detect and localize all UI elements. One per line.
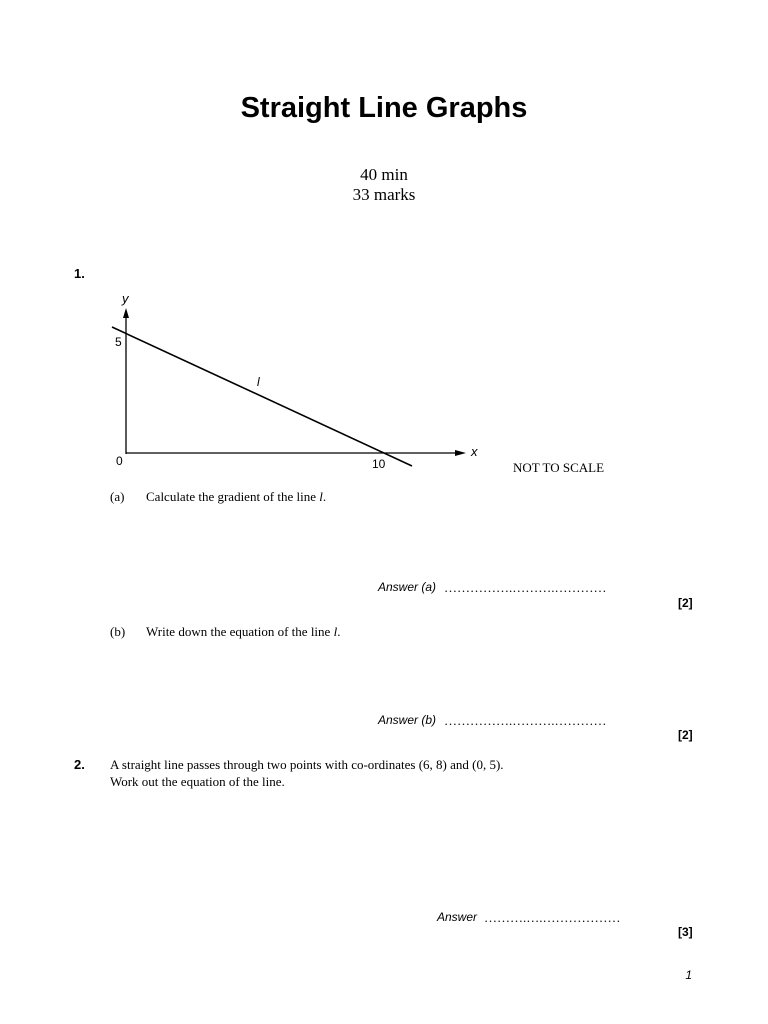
question-1a-text-main: Calculate the gradient of the line <box>146 489 320 504</box>
question-1b-text <box>146 624 340 640</box>
answer-1b-field[interactable]: …………….……….………… <box>444 713 607 728</box>
question-2-line-1: A straight line passes through two points with co-ordinates (6, 8) and (0, 5). <box>110 757 504 772</box>
question-1b-text-end: . <box>337 624 341 639</box>
exam-total-marks: 33 marks <box>352 185 416 204</box>
answer-1a-field[interactable]: …………….……….………… <box>444 580 607 595</box>
y-axis-label: y <box>122 291 129 306</box>
x-axis-arrow <box>455 450 466 456</box>
question-1-number: 1. <box>74 266 85 281</box>
line-l-label: l <box>257 375 260 389</box>
question-1a-marks: [2] <box>678 596 693 610</box>
question-1a-text <box>146 489 326 505</box>
y-axis-arrow <box>123 308 129 318</box>
x-intercept-label: 10 <box>372 457 386 471</box>
x-axis-label: x <box>471 444 478 459</box>
answer-2-label: Answer <box>437 910 478 924</box>
question-1-graph <box>100 288 500 478</box>
line-l <box>112 327 412 466</box>
page-number: 1 <box>685 968 692 982</box>
question-2-marks: [3] <box>678 925 693 939</box>
question-1b-line-name: l <box>333 624 338 639</box>
exam-duration: 40 min <box>360 165 408 184</box>
question-1b-marks: [2] <box>678 728 693 742</box>
question-2-number: 2. <box>74 757 85 772</box>
answer-1b-label: Answer (b) <box>378 713 437 727</box>
answer-2-field[interactable]: ……….….……………… <box>484 910 621 925</box>
origin-label: 0 <box>116 454 123 468</box>
y-intercept-label: 5 <box>115 335 122 349</box>
question-1b-label: (b) <box>110 624 126 639</box>
question-2-line-2: Work out the equation of the line. <box>110 774 285 789</box>
question-1a-text-end: . <box>322 489 327 504</box>
answer-1a-label: Answer (a) <box>378 580 437 594</box>
page-title: Straight Line Graphs <box>240 92 528 124</box>
question-1a-label: (a) <box>110 489 125 504</box>
question-1a-line-name: l <box>319 489 323 504</box>
not-to-scale-note: NOT TO SCALE <box>513 460 605 475</box>
question-1b-text-main: Write down the equation of the line <box>146 624 334 639</box>
